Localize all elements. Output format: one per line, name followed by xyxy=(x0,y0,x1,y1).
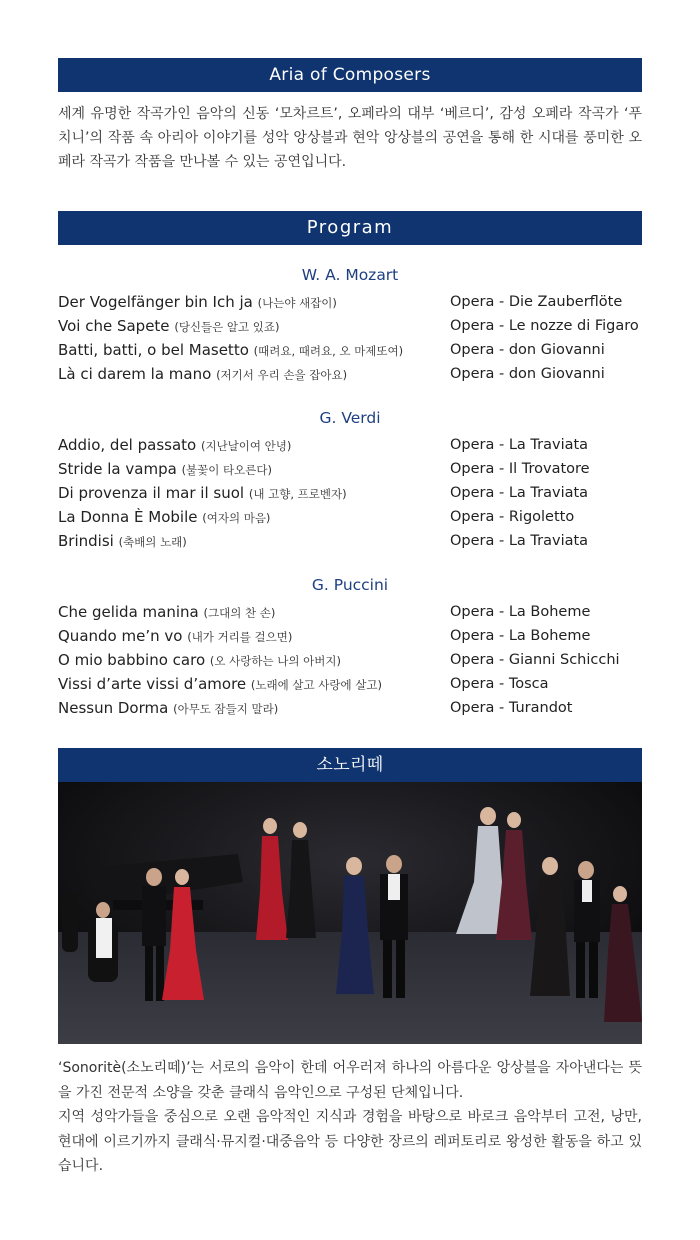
program-row xyxy=(58,314,642,338)
opera-name: Opera - La Traviata xyxy=(450,437,589,453)
aria-title: Addio, del passato (지난날이여 안녕) xyxy=(58,436,292,454)
opera-name: Opera - Rigoletto xyxy=(450,509,575,525)
aria-title: Stride la vampa (불꽃이 타오른다) xyxy=(58,460,272,478)
section-header-aria-of-composers: Aria of Composers xyxy=(58,58,642,92)
opera-name: Opera - Turandot xyxy=(450,700,573,716)
stage-illustration xyxy=(58,782,642,1044)
aria-title: O mio babbino caro (오 사랑하는 나의 아버지) xyxy=(58,651,341,669)
aria-korean: (노래에 살고 사랑에 살고) xyxy=(250,678,382,692)
opera-name: Opera - La Traviata xyxy=(450,533,589,549)
ensemble-photo xyxy=(58,782,642,1044)
aria-title: Der Vogelfänger bin Ich ja (나는야 새잡이) xyxy=(58,293,337,311)
opera-name: Opera - don Giovanni xyxy=(450,366,605,382)
aria-korean: (그대의 찬 손) xyxy=(203,606,276,620)
composer-verdi: G. Verdi xyxy=(319,409,381,427)
opera-name: Opera - don Giovanni xyxy=(450,342,605,358)
aria-korean: (아무도 잠들지 말라) xyxy=(173,702,279,716)
program-row xyxy=(58,696,642,720)
sonorite-description xyxy=(58,1056,642,1179)
aria-title: Brindisi (축배의 노래) xyxy=(58,532,187,550)
aria-title: Quando me’n vo (내가 거리를 걸으면) xyxy=(58,627,293,645)
sonorite-paragraph-1: ‘Sonoritè(소노리떼)’는 서로의 음악이 한데 어우러져 하나의 아름다운 앙상블을 자아낸다는 뜻을 가진 전문적 소양을 갖춘 클래식 음악인으로 구성된 단체입니다. xyxy=(58,1060,642,1101)
program-row xyxy=(58,529,642,553)
aria-title: Che gelida manina (그대의 찬 손) xyxy=(58,603,276,621)
aria-korean: (나는야 새잡이) xyxy=(257,296,337,310)
aria-korean: (내가 거리를 걸으면) xyxy=(187,630,293,644)
composer-mozart: W. A. Mozart xyxy=(301,266,399,284)
aria-title: Di provenza il mar il suol (내 고향, 프로벤자) xyxy=(58,484,347,502)
aria-korean: (여자의 마음) xyxy=(202,511,271,525)
intro-paragraph: 세계 유명한 작곡가인 음악의 신동 ‘모차르트’, 오페라의 대부 ‘베르디’, 감성 오페라 작곡가 ‘푸치니’의 작품 속 아리아 이야기를 성악 앙상블과 현악 앙상블의 공연을 통해 한 시대를 풍미한 오페라 작곡가 작품을 만나볼 수 있는 공연입니다. xyxy=(58,106,642,170)
opera-name: Opera - Gianni Schicchi xyxy=(450,652,620,668)
program-row xyxy=(58,600,642,624)
opera-name: Opera - Tosca xyxy=(450,676,549,692)
program-row xyxy=(58,433,642,457)
program-row xyxy=(58,338,642,362)
section-header-sonorite: 소노리떼 xyxy=(58,748,642,782)
program-row xyxy=(58,624,642,648)
aria-title: Là ci darem la mano (저기서 우리 손을 잡아요) xyxy=(58,365,348,383)
program-row xyxy=(58,648,642,672)
program-list-mozart xyxy=(58,290,642,386)
aria-korean: (때려요, 때려요, 오 마제또여) xyxy=(253,344,404,358)
aria-title: Batti, batti, o bel Masetto (때려요, 때려요, 오 마제또여) xyxy=(58,341,404,359)
aria-title: Voi che Sapete (당신들은 알고 있죠) xyxy=(58,317,280,335)
composer-puccini: G. Puccini xyxy=(311,576,389,594)
program-row xyxy=(58,672,642,696)
aria-title: Nessun Dorma (아무도 잠들지 말라) xyxy=(58,699,279,717)
opera-name: Opera - Il Trovatore xyxy=(450,461,590,477)
opera-name: Opera - Le nozze di Figaro xyxy=(450,318,639,334)
aria-korean: (오 사랑하는 나의 아버지) xyxy=(209,654,341,668)
program-list-verdi xyxy=(58,433,642,553)
aria-korean: (내 고향, 프로벤자) xyxy=(248,487,347,501)
opera-name: Opera - La Boheme xyxy=(450,604,591,620)
intro-text xyxy=(58,102,642,174)
program-row xyxy=(58,457,642,481)
aria-korean: (저기서 우리 손을 잡아요) xyxy=(216,368,348,382)
aria-korean: (당신들은 알고 있죠) xyxy=(174,320,280,334)
opera-name: Opera - La Boheme xyxy=(450,628,591,644)
aria-title: La Donna È Mobile (여자의 마음) xyxy=(58,508,271,526)
aria-korean: (불꽃이 타오른다) xyxy=(181,463,272,477)
sonorite-paragraph-2: 지역 성악가들을 중심으로 오랜 음악적인 지식과 경험을 바탕으로 바로크 음악부터 고전, 낭만, 현대에 이르기까지 클래식·뮤지컬·대중음악 등 다양한 장르의 레퍼토리로 왕성한 활동을 하고 있습니다. xyxy=(58,1109,642,1174)
aria-korean: (지난날이여 안녕) xyxy=(200,439,292,453)
program-row xyxy=(58,481,642,505)
opera-name: Opera - La Traviata xyxy=(450,485,589,501)
aria-korean: (축배의 노래) xyxy=(118,535,187,549)
program-list-puccini xyxy=(58,600,642,720)
opera-name: Opera - Die Zauberflöte xyxy=(450,294,623,310)
program-row xyxy=(58,505,642,529)
aria-title: Vissi d’arte vissi d’amore (노래에 살고 사랑에 살고) xyxy=(58,675,382,693)
section-header-program: Program xyxy=(58,211,642,245)
program-row xyxy=(58,290,642,314)
program-row xyxy=(58,362,642,386)
